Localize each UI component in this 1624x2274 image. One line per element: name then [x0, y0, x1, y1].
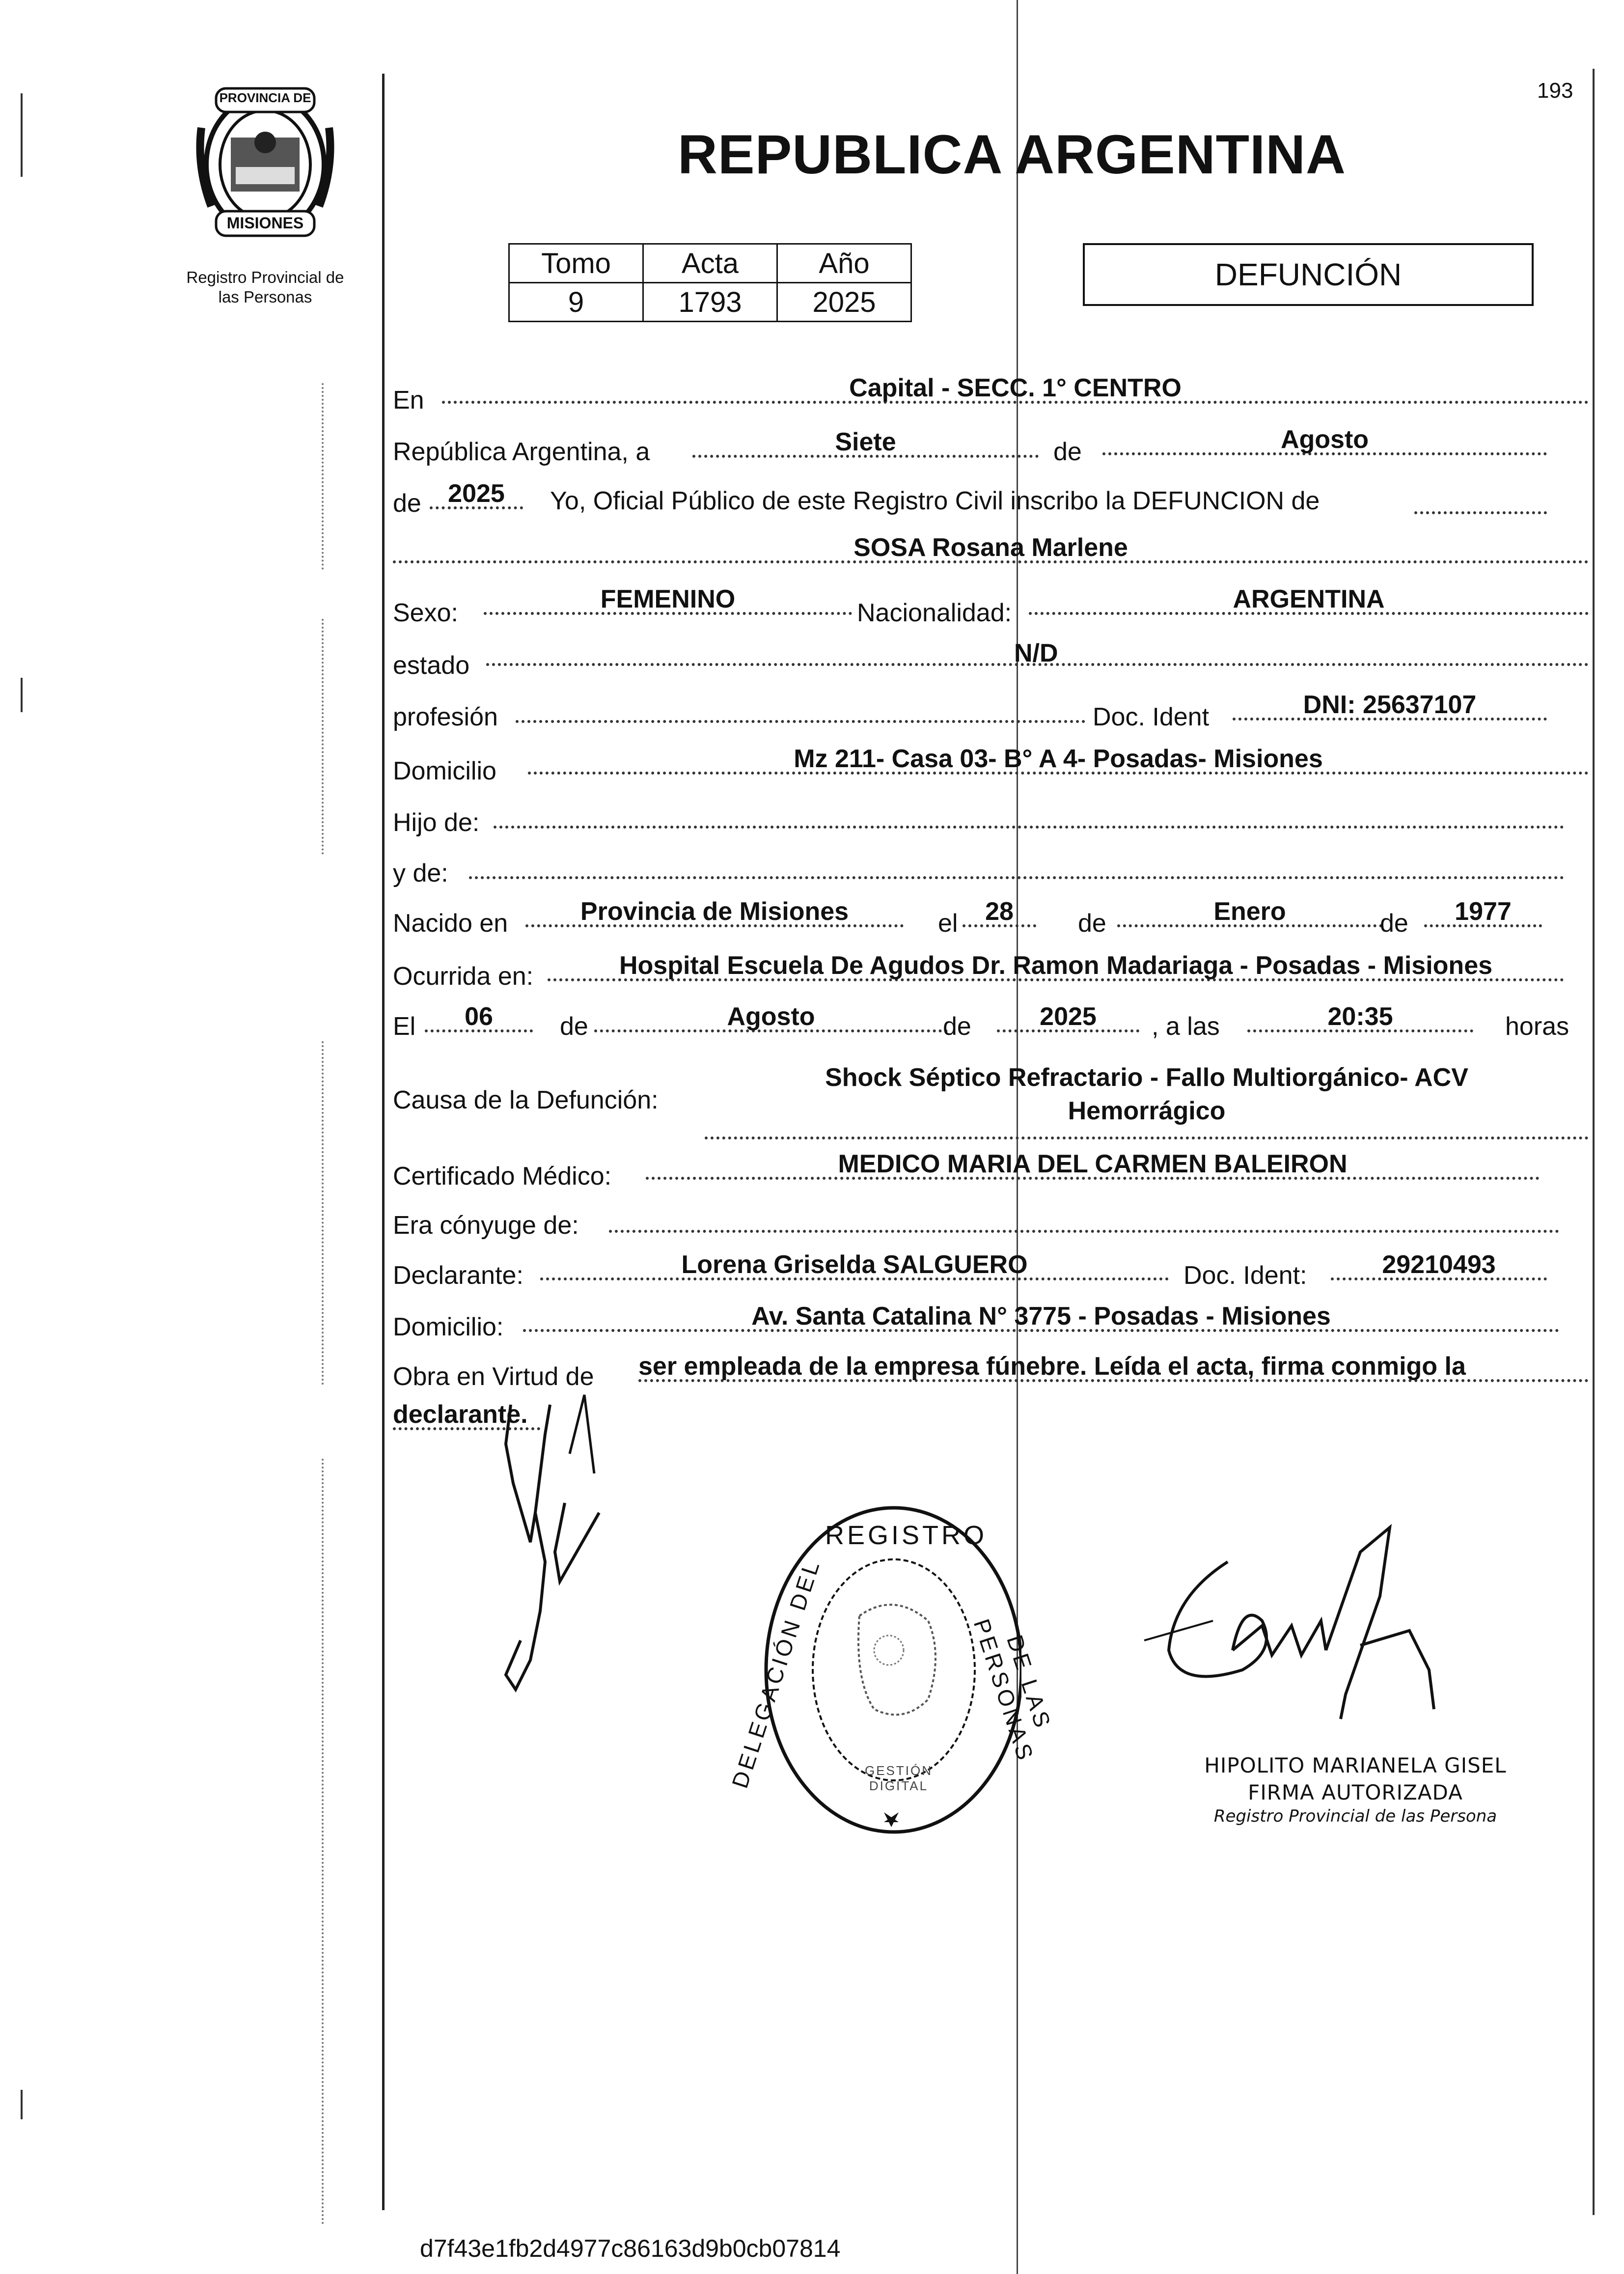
table-value-acta: 1793: [643, 283, 777, 322]
death-month: Agosto: [594, 1002, 948, 1032]
table-header-anio: Año: [777, 244, 911, 283]
edge-mark: [21, 678, 23, 712]
domicilio2-value: Av. Santa Catalina N° 3775 - Posadas - Misiones: [523, 1302, 1559, 1332]
declarante-doc-value: 29210493: [1331, 1250, 1547, 1280]
sexo-label: Sexo:: [393, 599, 458, 627]
provincial-seal-icon: [182, 83, 349, 250]
domicilio2-label: Domicilio:: [393, 1313, 504, 1341]
declarant-signature-icon: [471, 1385, 629, 1699]
certificado-label: Certificado Médico:: [393, 1162, 612, 1191]
en-value: Capital - SECC. 1° CENTRO: [442, 373, 1589, 404]
nacionalidad-label: Nacionalidad:: [857, 599, 1012, 627]
sexo-value: FEMENINO: [484, 584, 852, 615]
stamp-text-top: REGISTRO: [825, 1521, 988, 1550]
birth-year: 1977: [1424, 897, 1542, 927]
a-las-label: , a las: [1152, 1012, 1220, 1041]
day-value: Siete: [692, 427, 1039, 458]
table-header-tomo: Tomo: [509, 244, 643, 283]
edge-mark: [21, 93, 23, 177]
causa-label: Causa de la Defunción:: [393, 1086, 659, 1114]
nacionalidad-value: ARGENTINA: [1029, 584, 1589, 615]
stamp-text-inner: GESTIÓN DIGITAL: [864, 1763, 933, 1793]
domicilio-value: Mz 211- Casa 03- B° A 4- Posadas- Misiones: [528, 744, 1589, 775]
death-de2: de: [943, 1012, 971, 1041]
death-year: 2025: [997, 1002, 1139, 1032]
profesion-label: profesión: [393, 703, 498, 731]
birth-de1: de: [1078, 909, 1106, 938]
authority-role: FIRMA AUTORIZADA: [1248, 1780, 1463, 1804]
death-de1: de: [560, 1012, 588, 1041]
causa-line2: Hemorrágico: [1068, 1097, 1226, 1125]
obra-label: Obra en Virtud de: [393, 1362, 594, 1391]
authority-block: [1159, 1753, 1552, 1826]
republica-label: República Argentina, a: [393, 438, 650, 466]
yo-text: Yo, Oficial Público de este Registro Civil inscribo la DEFUNCION de: [550, 487, 1320, 515]
declarante-doc-label: Doc. Ident:: [1184, 1261, 1307, 1290]
page-title: REPUBLICA ARGENTINA: [678, 124, 1346, 185]
stamp-text-right: DE LAS PERSONAS: [968, 1615, 1057, 1766]
margin-dots: [322, 1041, 326, 1385]
edge-mark: [21, 2090, 23, 2119]
en-label: En: [393, 386, 424, 415]
authority-org: Registro Provincial de las Persona: [1213, 1806, 1497, 1826]
record-type-box: DEFUNCIÓN: [1083, 243, 1534, 306]
margin-dots: [322, 1459, 326, 2225]
hijo-label: Hijo de:: [393, 808, 480, 837]
registro-label-line1: Registro Provincial de: [186, 268, 344, 286]
registro-label-line2: las Personas: [218, 288, 312, 306]
nacido-label: Nacido en: [393, 909, 508, 938]
authority-signature-icon: [1115, 1523, 1488, 1729]
page-number: 193: [1537, 79, 1573, 103]
ocurrida-label: Ocurrida en:: [393, 962, 534, 991]
birth-de2: de: [1380, 909, 1408, 938]
table-value-anio: 2025: [777, 283, 911, 322]
estado-value: N/D: [486, 638, 1589, 666]
estado-label: estado: [393, 651, 470, 680]
seal-text-top: PROVINCIA DE: [219, 90, 311, 105]
table-header-acta: Acta: [643, 244, 777, 283]
el-label: el: [938, 909, 958, 938]
doc-ident-value: DNI: 25637107: [1233, 690, 1547, 721]
yde-label: y de:: [393, 859, 448, 887]
causa-line1: Shock Séptico Refractario - Fallo Multiorgánico- ACV: [825, 1063, 1468, 1092]
declarante-value: Lorena Griselda SALGUERO: [540, 1250, 1169, 1280]
birth-month: Enero: [1117, 897, 1382, 927]
de-label: de: [1053, 438, 1082, 466]
yo-trailing-fill: [1414, 484, 1547, 514]
el2-label: El: [393, 1012, 416, 1041]
profesion-value: [516, 693, 1085, 723]
doc-ident-label: Doc. Ident: [1093, 703, 1210, 731]
domicilio-label: Domicilio: [393, 757, 496, 785]
right-margin-rule: [1593, 69, 1595, 2215]
horas-label: horas: [1505, 1012, 1569, 1041]
authority-name: HIPOLITO MARIANELA GISEL: [1204, 1753, 1507, 1777]
seal-text-bottom: MISIONES: [226, 214, 304, 232]
left-margin-rule: [382, 74, 385, 2210]
stamp-text-left: DELEGACIÓN DEL: [726, 1555, 826, 1792]
declarante-label: Declarante:: [393, 1261, 523, 1290]
table-value-tomo: 9: [509, 283, 643, 322]
margin-dots: [322, 383, 326, 570]
obra-value-2: declarante.: [393, 1400, 540, 1430]
yde-value: [469, 849, 1564, 879]
obra-value: ser empleada de la empresa fúnebre. Leída el acta, firma conmigo la: [638, 1352, 1589, 1382]
death-time: 20:35: [1247, 1002, 1473, 1032]
registro-label: [157, 268, 373, 307]
nacido-value: Provincia de Misiones: [525, 897, 904, 927]
deceased-name: SOSA Rosana Marlene: [393, 533, 1589, 563]
certificado-value: MEDICO MARIA DEL CARMEN BALEIRON: [646, 1149, 1540, 1180]
birth-day: 28: [963, 897, 1036, 927]
conyuge-value: [609, 1202, 1559, 1233]
year-value: 2025: [430, 479, 523, 509]
ocurrida-value: Hospital Escuela De Agudos Dr. Ramon Madariaga - Posadas - Misiones: [548, 951, 1564, 981]
document-hash: d7f43e1fb2d4977c86163d9b0cb07814: [420, 2235, 841, 2262]
official-stamp: [726, 1493, 1057, 1866]
causa-fill: [705, 1108, 1589, 1139]
record-table: [508, 243, 912, 322]
margin-dots: [322, 619, 326, 855]
death-day: 06: [425, 1002, 533, 1032]
hijo-value: [494, 798, 1564, 829]
conyuge-label: Era cónyuge de:: [393, 1211, 579, 1240]
month-value: Agosto: [1102, 425, 1547, 455]
year-prefix: de: [393, 489, 421, 518]
